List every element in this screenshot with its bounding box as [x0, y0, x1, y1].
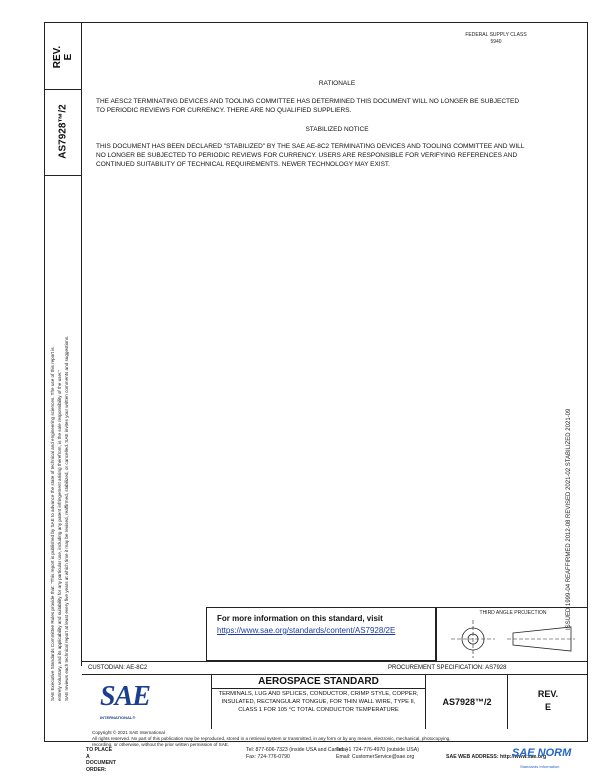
- custodian: CUSTODIAN: AE-8C2: [88, 665, 148, 671]
- rev-value: E: [544, 702, 551, 712]
- legal-line-1: SAE Executive Standards Committee Rules provide that: "This report is published by SAE to advance the state of technical and engineering sciences. The use of this report is: [50, 347, 55, 701]
- info-box: [206, 607, 436, 661]
- watermark-brand: SAE NORM: [512, 747, 572, 759]
- third-angle-projection-icon: [451, 620, 575, 658]
- rights-line-2: recording, or otherwise, without the prior written permission of SAE.: [92, 742, 230, 748]
- footer-copyright: [92, 730, 592, 749]
- top-rev-value: E: [63, 53, 74, 61]
- doc-number: AS7928™/2: [442, 697, 492, 707]
- title-cell: [212, 675, 426, 729]
- rev-cell: [508, 675, 588, 729]
- top-doc-number: AS7928™/2: [57, 104, 69, 159]
- info-title: For more information on this standard, visit: [217, 614, 383, 623]
- left-legal-notice: [49, 161, 70, 701]
- legal-line-2: entirely voluntary, and its applicability and suitability for any particular use, including any patent infringement arising therefrom, is the sole responsibility of the user.": [57, 369, 62, 701]
- supply-class: FEDERAL SUPPLY CLASS 5940: [465, 32, 527, 45]
- procurement-spec: PROCUREMENT SPECIFICATION: AS7928: [388, 665, 507, 671]
- custodian-row: [82, 661, 588, 675]
- rationale-text: THE AESC2 TERMINATING DEVICES AND TOOLING COMMITTEE HAS DETERMINED THIS DOCUMENT WILL NO LONGER BE SUBJECTED TO PERIODIC REVIEWS FOR CURRENCY. THERE ARE NO QUALIFIED SUPPLIERS.: [96, 98, 520, 114]
- email-link[interactable]: Email: CustomerService@sae.org: [336, 754, 415, 760]
- legal-line-3: SAE reviews each technical report at least every five years at which time it may be revised, reaffirmed, stabilized, or cancelled. SAE invites your written comments and suggestions.: [64, 335, 69, 701]
- copyright: Copyright © 2021 SAE International: [92, 730, 165, 735]
- watermark-sub: Standards Information: [520, 764, 560, 769]
- standard-link[interactable]: https://www.sae.org/standards/content/AS7928/2E: [217, 626, 396, 635]
- tel-us: Tel: 877-606-7323 (inside USA and Canada): [246, 747, 348, 753]
- sae-logo-sub: INTERNATIONAL®: [100, 715, 136, 720]
- top-rev-text: [52, 24, 74, 90]
- fax: Fax: 724-776-0790: [246, 754, 290, 760]
- projection-box: [436, 607, 588, 661]
- standard-title: TERMINALS, LUG AND SPLICES, CONDUCTOR, CRIMP STYLE, COPPER, INSULATED, RECTANGULAR TONGUE, FOR THIN WALL WIRE, TYPE II, CLASS 1 FOR 105 °C TOTAL CONDUCTOR TEMPERATURE: [218, 691, 419, 713]
- stabilized-text: THIS DOCUMENT HAS BEEN DECLARED "STABILIZED" BY THE SAE AE-8C2 TERMINATING DEVICES AND TOOLING COMMITTEE AND WILL NO LONGER BE SUBJECTED TO PERIODIC REVIEWS FOR CURRENCY. USERS ARE RESPONSIBLE FOR VERIFYING REFERENCES AND CONTINUED SUITABILITY OF TECHNICAL REQUIREMENTS. NEWER TECHNOLOGY MAY EXIST.: [96, 143, 525, 168]
- projection-label: THIRD ANGLE PROJECTION: [479, 610, 547, 616]
- rights-line-1: All rights reserved. No part of this publication may be reproduced, stored in a retrieval system or transmitted, in any form or by any means, electronic, mechanical, photocopying,: [92, 736, 451, 742]
- top-rev-label: REV.: [52, 45, 63, 69]
- web-address-link[interactable]: SAE WEB ADDRESS: http://www.sae.org: [446, 754, 547, 760]
- order-label: TO PLACE A DOCUMENT ORDER:: [86, 747, 116, 773]
- rev-label: REV.: [537, 689, 559, 699]
- title-block: [82, 675, 588, 729]
- status-dates: ISSUED 1999-04 REAFFIRMED 2012-08 REVISED 2021-02 STABILIZED 2021-09: [566, 408, 572, 630]
- rationale-heading: RATIONALE: [318, 80, 356, 87]
- tel-intl: Tel: +1 724-776-4970 (outside USA): [336, 747, 419, 753]
- top-rev-cell: [44, 22, 82, 90]
- sae-logo: [100, 683, 160, 717]
- stabilized-heading: STABILIZED NOTICE: [305, 126, 369, 133]
- standard-heading: AEROSPACE STANDARD: [212, 675, 425, 689]
- doc-number-cell: [426, 675, 508, 729]
- sae-logo-text: SAE: [100, 681, 150, 712]
- sae-logo-cell: [82, 675, 212, 729]
